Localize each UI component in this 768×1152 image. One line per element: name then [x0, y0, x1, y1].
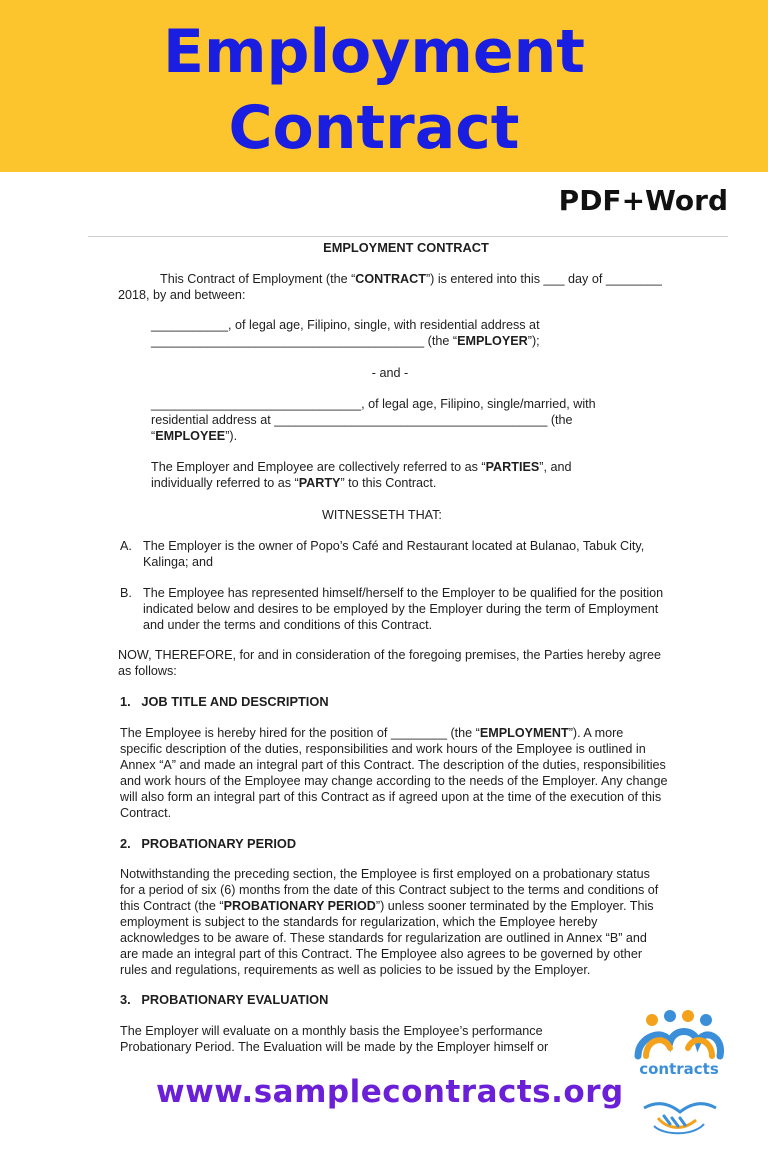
section-text-line: Annex “A” and made an integral part of this Contract. The description of the duties, responsibilities — [120, 758, 666, 772]
section-text-line: will also form an integral part of this Contract as if agreed upon at the time of the execution of this — [120, 790, 662, 804]
banner-title-line1: Employment — [163, 17, 585, 87]
witnesseth-heading: WITNESSETH THAT: — [322, 508, 442, 522]
section-text-line: Probationary Period. The Evaluation will be made by the Employer himself or — [120, 1040, 549, 1054]
employee-party-line: ______________________________, of legal age, Filipino, single/married, with — [151, 397, 596, 411]
section-heading: 3. PROBATIONARY EVALUATION — [120, 992, 329, 1007]
section-text-line: rules and regulations, requirements as well as policies to be issued by the Employer. — [120, 963, 591, 977]
section-text-line: employment is subject to the standards for regularization, which the Employee hereby — [120, 915, 598, 929]
intro-paragraph-line: This Contract of Employment (the “CONTRACT”) is entered into this ___ day of ________ — [160, 272, 662, 286]
section-heading: 2. PROBATIONARY PERIOD — [120, 836, 297, 851]
section-text-line: Contract. — [120, 806, 172, 820]
section-text-line: for a period of six (6) months from the date of this Contract subject to the terms and conditions of — [120, 883, 659, 897]
list-marker: B. — [120, 586, 132, 600]
section-text-line: are made an integral part of this Contract. The Employee also agrees to be governed by other — [120, 947, 643, 961]
list-marker: A. — [120, 539, 132, 553]
section-heading: 1. JOB TITLE AND DESCRIPTION — [120, 694, 329, 709]
section-text-line: and work hours of the Employee may change according to the needs of the Employer. Any change — [120, 774, 668, 788]
document-heading: EMPLOYMENT CONTRACT — [323, 240, 489, 255]
format-label: PDF+Word — [558, 184, 728, 217]
now-therefore-line: NOW, THEREFORE, for and in consideration of the foregoing premises, the Parties hereby agree — [118, 648, 661, 662]
employer-party-line: ___________, of legal age, Filipino, single, with residential address at — [151, 318, 540, 332]
employee-party-line: residential address at _______________________________________ (the — [151, 413, 573, 427]
recital-line: The Employee has represented himself/herself to the Employer to be qualified for the position — [143, 586, 664, 600]
logo-text: contracts — [639, 1060, 719, 1078]
parties-paragraph-line: The Employer and Employee are collectively referred to as “PARTIES”, and — [151, 460, 572, 474]
recital-line: and under the terms and conditions of this Contract. — [143, 618, 433, 632]
section-text-line: The Employee is hereby hired for the position of ________ (the “EMPLOYMENT”). A more — [120, 726, 624, 740]
section-text-line: specific description of the duties, responsibilities and work hours of the Employee is outlined in — [120, 742, 646, 756]
now-therefore-line: as follows: — [118, 664, 177, 678]
recital-line: The Employer is the owner of Popo’s Café and Restaurant located at Bulanao, Tabuk City, — [143, 539, 645, 553]
section-text-line: The Employer will evaluate on a monthly basis the Employee’s performance — [120, 1024, 543, 1038]
section-text-line: Notwithstanding the preceding section, the Employee is first employed on a probationary status — [120, 867, 650, 881]
employer-party-line: _______________________________________ (the “EMPLOYER”); — [151, 334, 540, 348]
and-separator: - and - — [371, 366, 409, 380]
employee-party-line: “EMPLOYEE”). — [151, 429, 238, 443]
banner-title-line2: Contract — [228, 93, 520, 163]
recital-line: indicated below and desires to be employed by the Employer during the term of Employment — [143, 602, 659, 616]
parties-paragraph-line: individually referred to as “PARTY” to this Contract. — [151, 476, 437, 490]
recital-line: Kalinga; and — [143, 555, 214, 569]
intro-paragraph-line: 2018, by and between: — [118, 288, 246, 302]
section-text-line: acknowledges to be aware of. These standards for regularization are outlined in Annex “B” and — [120, 931, 647, 945]
contracts-logo — [624, 1004, 734, 1144]
section-text-line: this Contract (the “PROBATIONARY PERIOD”) unless sooner terminated by the Employer. This — [120, 899, 654, 913]
